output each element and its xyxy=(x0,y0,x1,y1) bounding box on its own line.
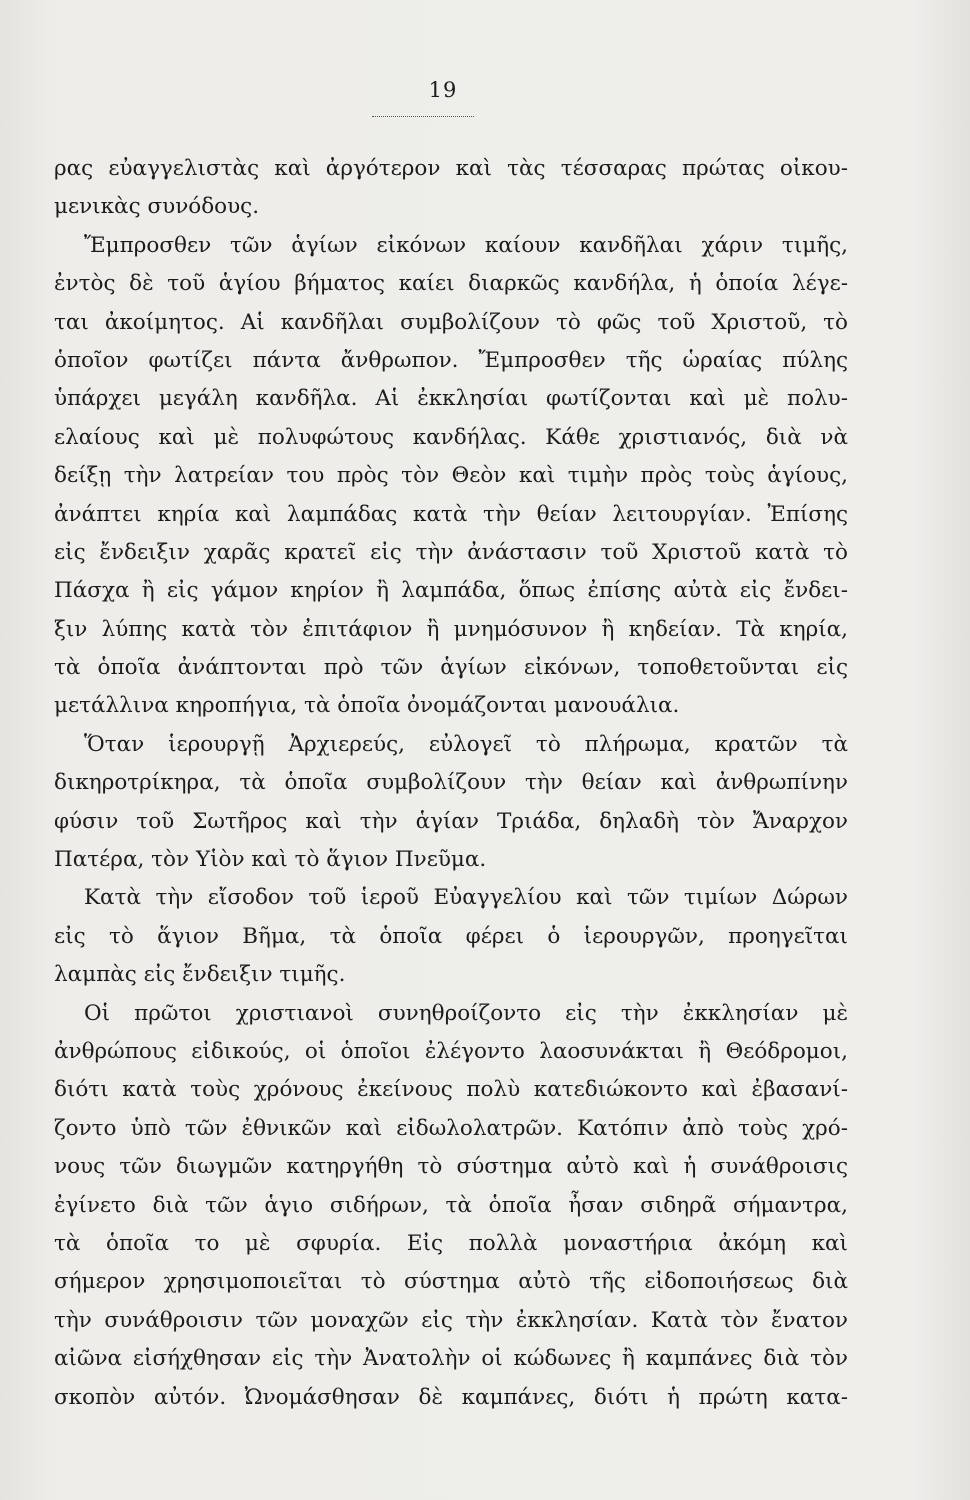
text-line: ἀνθρώπους εἰδικούς, οἱ ὁποῖοι ἐλέγοντο λαοσυνάκται ἢ Θεόδρομοι, xyxy=(54,1038,848,1064)
text-line: εἰς ἔνδειξιν χαρᾶς κρατεῖ εἰς τὴν ἀνάστασιν τοῦ Χριστοῦ κατὰ τὸ xyxy=(54,539,848,565)
text-line: ἐγίνετο διὰ τῶν ἁγιο σιδήρων, τὰ ὁποῖα ἦσαν σιδηρᾶ σήμαντρα, xyxy=(54,1192,848,1218)
text-line: σκοπὸν αὐτόν. Ὠνομάσθησαν δὲ καμπάνες, διότι ἡ πρώτη κατα- xyxy=(54,1384,848,1410)
text-line: Ὅταν ἱερουργῇ Ἀρχιερεύς, εὐλογεῖ τὸ πλήρωμα, κρατῶν τὰ xyxy=(84,731,848,757)
text-line: ζοντο ὑπὸ τῶν ἐθνικῶν καὶ εἰδωλολατρῶν. Κατόπιν ἀπὸ τοὺς χρό- xyxy=(54,1115,848,1141)
text-line: Κατὰ τὴν εἴσοδον τοῦ ἱεροῦ Εὐαγγελίου καὶ τῶν τιμίων Δώρων xyxy=(84,885,848,911)
text-line: τὰ ὁποῖα ἀνάπτονται πρὸ τῶν ἁγίων εἰκόνων, τοποθετοῦνται εἰς xyxy=(54,655,848,681)
text-line: αἰῶνα εἰσήχθησαν εἰς τὴν Ἀνατολὴν οἱ κώδωνες ἢ καμπάνες διὰ τὸν xyxy=(54,1346,848,1372)
text-line: τὴν συνάθροισιν τῶν μοναχῶν εἰς τὴν ἐκκλησίαν. Κατὰ τὸν ἔνατον xyxy=(54,1307,848,1333)
page-number: 19 xyxy=(428,78,458,102)
text-line: φύσιν τοῦ Σωτῆρος καὶ τὴν ἁγίαν Τριάδα, δηλαδὴ τὸν Ἄναρχον xyxy=(54,808,848,834)
text-line: μετάλλινα κηροπήγια, τὰ ὁποῖα ὀνομάζονται μανουάλια. xyxy=(54,693,680,719)
body-text xyxy=(54,150,848,1417)
text-line: ξιν λύπης κατὰ τὸν ἐπιτάφιον ἢ μνημόσυνον ἢ κηδείαν. Τὰ κηρία, xyxy=(54,616,848,642)
text-line: ται ἀκοίμητος. Αἱ κανδῆλαι συμβολίζουν τὸ φῶς τοῦ Χριστοῦ, τὸ xyxy=(54,309,848,335)
text-line: ελαίους καὶ μὲ πολυφώτους κανδήλας. Κάθε χριστιανός, διὰ νὰ xyxy=(54,424,848,450)
text-line: Ἔμπροσθεν τῶν ἁγίων εἰκόνων καίουν κανδῆλαι χάριν τιμῆς, xyxy=(84,232,848,258)
text-line: ἐντὸς δὲ τοῦ ἁγίου βήματος καίει διαρκῶς κανδήλα, ἡ ὁποία λέγε- xyxy=(54,271,848,297)
text-line: λαμπὰς εἰς ἔνδειξιν τιμῆς. xyxy=(54,962,346,988)
text-line: διότι κατὰ τοὺς χρόνους ἐκείνους πολὺ κατεδιώκοντο καὶ ἐβασανί- xyxy=(54,1077,848,1103)
header-rule xyxy=(372,116,474,117)
text-line: ἀνάπτει κηρία καὶ λαμπάδας κατὰ τὴν θείαν λειτουργίαν. Ἐπίσης xyxy=(54,501,848,527)
text-line: Πατέρα, τὸν Υἱὸν καὶ τὸ ἅγιον Πνεῦμα. xyxy=(54,847,487,873)
text-line: ὑπάρχει μεγάλη κανδῆλα. Αἱ ἐκκλησίαι φωτίζονται καὶ μὲ πολυ- xyxy=(54,386,848,412)
text-line: τὰ ὁποῖα το μὲ σφυρία. Εἰς πολλὰ μοναστήρια ἀκόμη καὶ xyxy=(54,1230,848,1256)
text-line: ρας εὐαγγελιστὰς καὶ ἀργότερον καὶ τὰς τέσσαρας πρώτας οἰκου- xyxy=(54,156,848,181)
text-line: εἰς τὸ ἅγιον Βῆμα, τὰ ὁποῖα φέρει ὁ ἱερουργῶν, προηγεῖται xyxy=(54,923,848,949)
text-line: Πάσχα ἢ εἰς γάμον κηρίον ἢ λαμπάδα, ὅπως ἐπίσης αὐτὰ εἰς ἔνδει- xyxy=(54,578,848,604)
text-line: δικηροτρίκηρα, τὰ ὁποῖα συμβολίζουν τὴν θείαν καὶ ἀνθρωπίνην xyxy=(54,770,848,796)
text-line: δείξῃ τὴν λατρείαν του πρὸς τὸν Θεὸν καὶ τιμὴν πρὸς τοὺς ἁγίους, xyxy=(54,463,848,489)
text-line: ὁποῖον φωτίζει πάντα ἄνθρωπον. Ἔμπροσθεν τῆς ὡραίας πύλης xyxy=(54,347,848,373)
text-line: Οἱ πρῶτοι χριστιανοὶ συνηθροίζοντο εἰς τὴν ἐκκλησίαν μὲ xyxy=(84,1000,848,1026)
text-line: νους τῶν διωγμῶν κατηργήθη τὸ σύστημα αὐτὸ καὶ ἡ συνάθροισις xyxy=(54,1154,848,1180)
text-line: μενικὰς συνόδους. xyxy=(54,194,260,220)
text-line: σήμερον χρησιμοποιεῖται τὸ σύστημα αὐτὸ τῆς εἰδοποιήσεως διὰ xyxy=(54,1269,848,1295)
